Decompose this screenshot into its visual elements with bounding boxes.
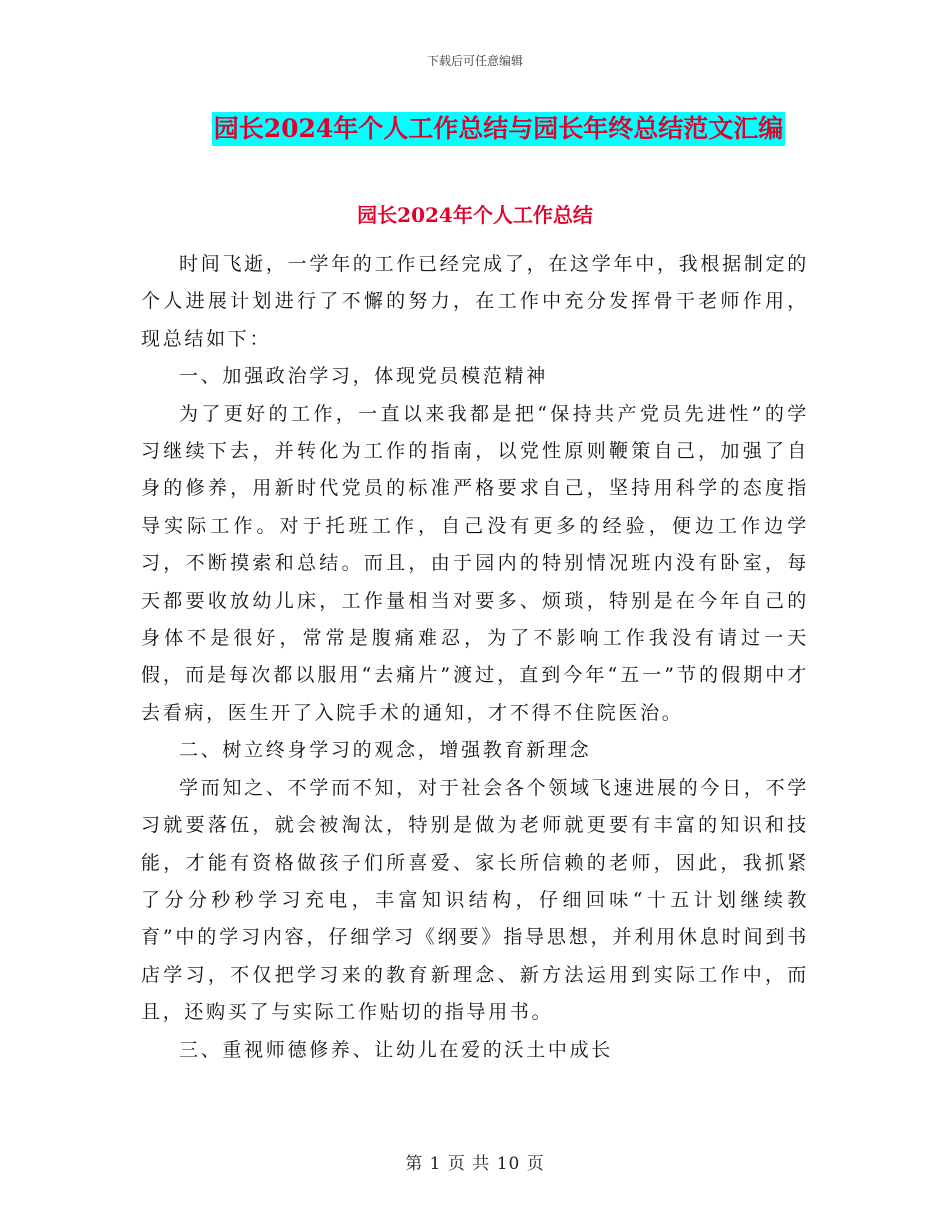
section-heading-3: 三、重视师德修养、让幼儿在爱的沃土中成长: [179, 1038, 614, 1061]
section-paragraph-1: 为了更好的工作，一直以来我都是把“保持共产党员先进性”的学习继续下去，并转化为工作的指南，以党性原则鞭策自己，加强了自身的修养，用新时代党员的标准严格要求自己，坚持用科学的态度指导实际工作。对于托班工作，自己没有更多的经验，便边工作边学习，不断摸索和总结。而且，由于园内的特别情况班内没有卧室，每天都要收放幼儿床，工作量相当对要多、烦琐，特别是在今年自己的身体不是很好，常常是腹痛难忍，为了不影响工作我没有请过一天假，而是每次都以服用“去痛片”渡过，直到今年“五一”节的假期中才去看病，医生开了入院手术的通知，才不得不住院医治。: [141, 402, 809, 724]
document-body: [141, 246, 809, 1069]
section-heading-1: 一、加强政治学习，体现党员模范精神: [179, 365, 548, 388]
intro-paragraph: 时间飞逝，一学年的工作已经完成了，在这学年中，我根据制定的个人进展计划进行了不懈的努力，在工作中充分发挥骨干老师作用，现总结如下：: [141, 253, 809, 350]
document-main-title: 园长2024年个人工作总结与园长年终总结范文汇编: [212, 112, 786, 146]
section-heading-2: 二、树立终身学习的观念，增强教育新理念: [179, 739, 592, 762]
document-sub-title: 园长2024年个人工作总结: [357, 203, 593, 227]
page-number-footer: 第 1 页 共 10 页: [405, 1154, 545, 1174]
page-header-note: 下载后可任意编辑: [426, 54, 523, 68]
section-paragraph-2: 学而知之、不学而不知，对于社会各个领域飞速进展的今日，不学习就要落伍，就会被淘汰，特别是做为老师就更要有丰富的知识和技能，才能有资格做孩子们所喜爱、家长所信赖的老师，因此，我抓紧了分分秒秒学习充电，丰富知识结构，仔细回味“十五计划继续教育”中的学习内容，仔细学习《纲要》指导思想，并利用休息时间到书店学习，不仅把学习来的教育新理念、新方法运用到实际工作中，而且，还购买了与实际工作贴切的指导用书。: [141, 776, 809, 1024]
main-title-container: [0, 112, 950, 146]
